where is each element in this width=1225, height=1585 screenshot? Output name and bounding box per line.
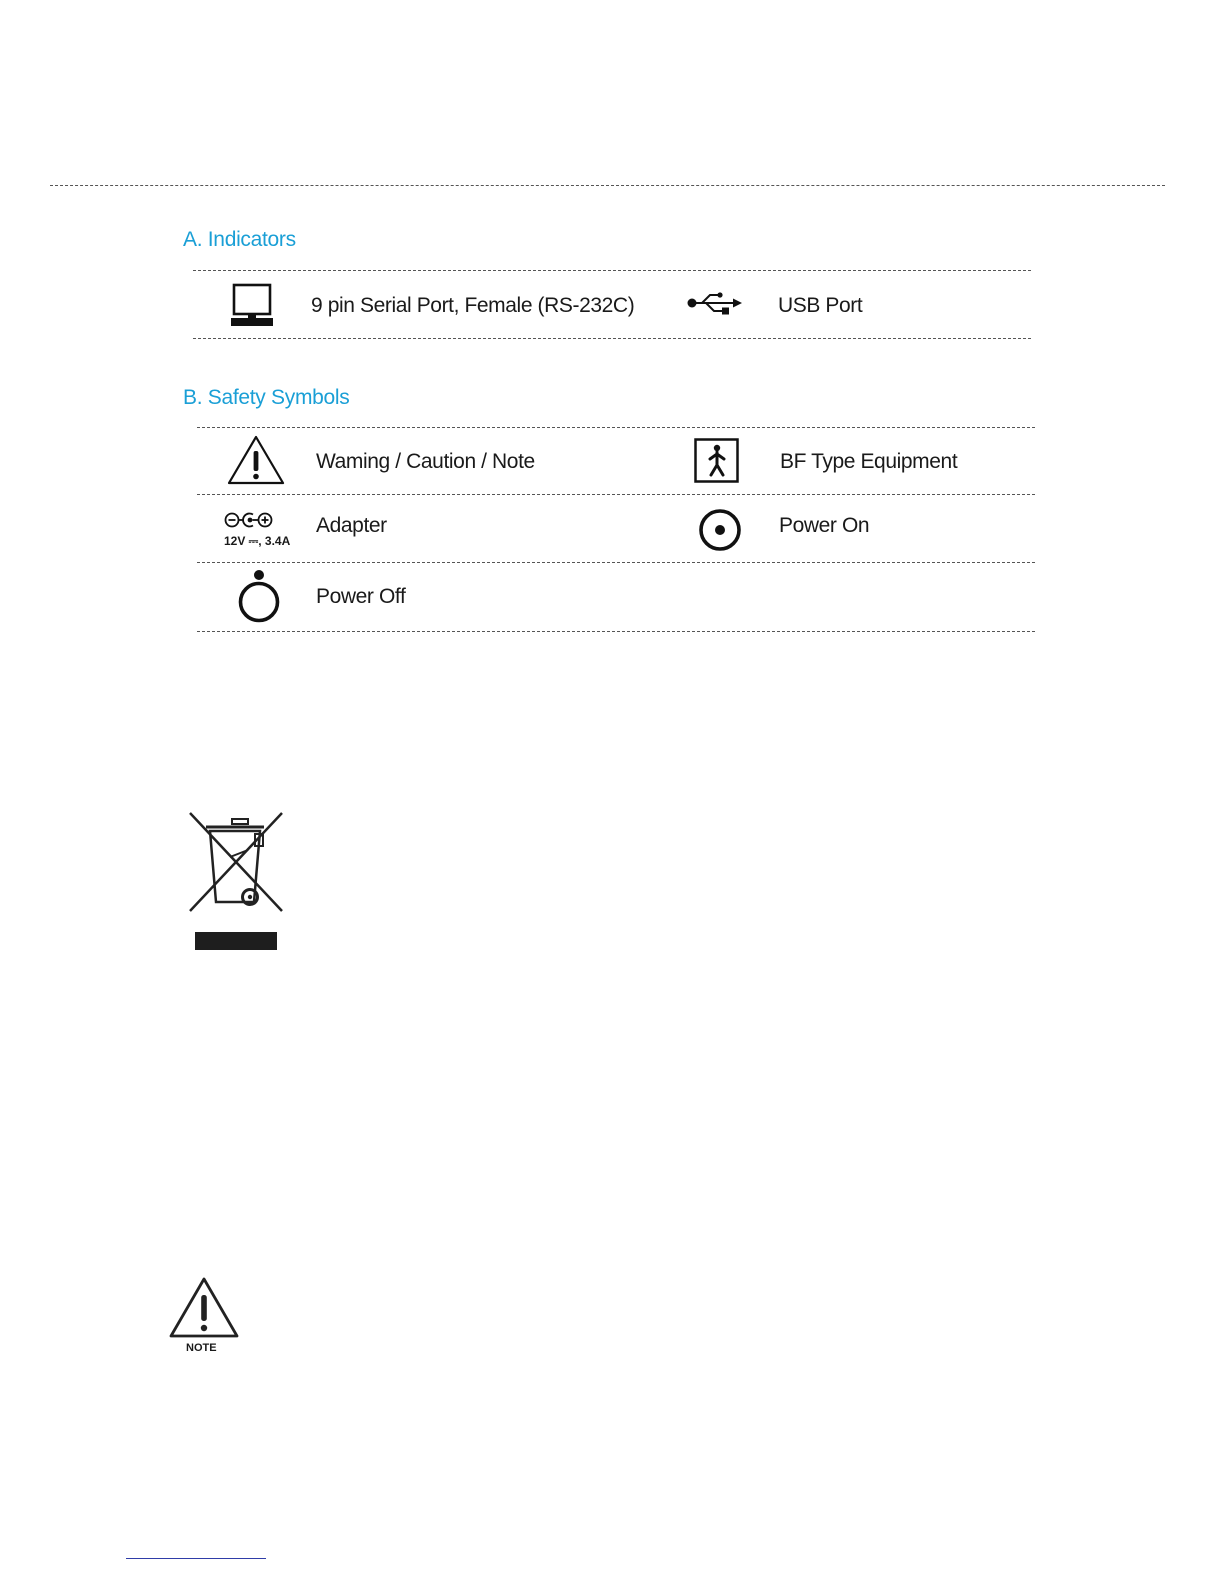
crossed-out-bin-icon: [186, 810, 286, 952]
adapter-spec: 12V ⎓, 3.4A: [224, 534, 291, 548]
usb-icon: [686, 292, 742, 318]
usb-port-label: USB Port: [778, 294, 863, 317]
power-off-icon: [236, 568, 282, 624]
indicators-heading: A. Indicators: [183, 228, 296, 251]
power-off-label: Power Off: [316, 585, 406, 608]
note-warning-icon: [168, 1276, 240, 1340]
footer-rule: [126, 1558, 266, 1559]
warning-triangle-icon: [226, 434, 286, 486]
note-label: NOTE: [186, 1342, 217, 1354]
indicators-rule-top: [193, 270, 1031, 271]
bf-type-label: BF Type Equipment: [780, 450, 958, 473]
bf-type-equipment-icon: [694, 438, 740, 484]
indicators-rule-bottom: [193, 338, 1031, 339]
computer-icon: [228, 283, 278, 327]
adapter-polarity-icon: [224, 511, 276, 529]
adapter-label: Adapter: [316, 514, 387, 537]
safety-heading: B. Safety Symbols: [183, 386, 350, 409]
warning-label: Waming / Caution / Note: [316, 450, 535, 473]
safety-rule-2: [197, 494, 1035, 495]
serial-port-label: 9 pin Serial Port, Female (RS-232C): [311, 294, 635, 317]
power-on-label: Power On: [779, 514, 870, 537]
power-on-icon: [697, 507, 743, 553]
safety-rule-3: [197, 562, 1035, 563]
safety-rule-1: [197, 427, 1035, 428]
safety-rule-4: [197, 631, 1035, 632]
page-divider: [50, 185, 1165, 186]
